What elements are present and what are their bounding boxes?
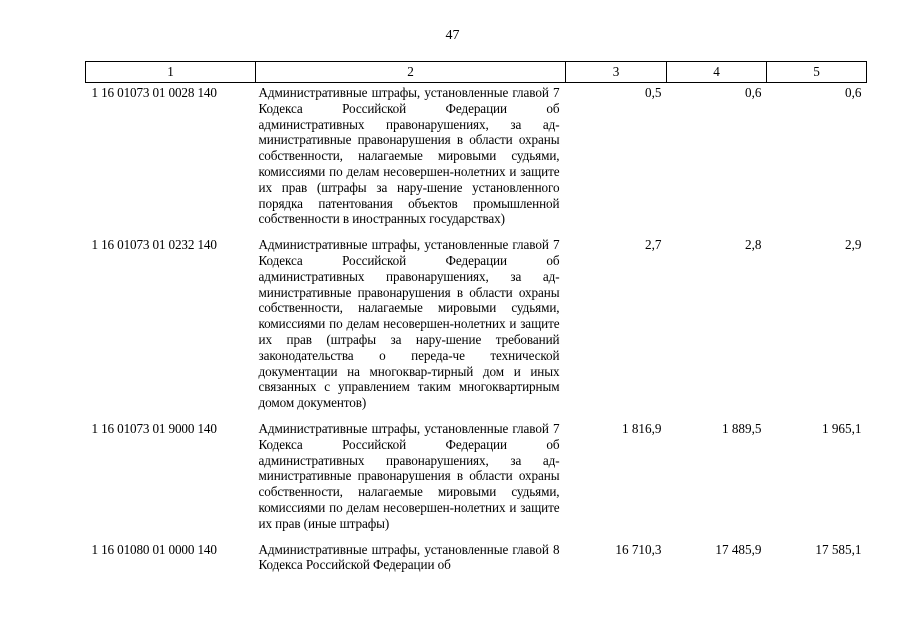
budget-code-cell: 1 16 01080 01 0000 140 bbox=[91, 541, 217, 557]
description-cell: Административные штрафы, установленные главой 8 Кодекса Российской Федерации об bbox=[258, 541, 560, 573]
table-row bbox=[86, 227, 867, 411]
page-number: 47 bbox=[445, 28, 460, 43]
value-col4-cell: 2,8 bbox=[745, 237, 762, 253]
value-col5-cell: 17 585,1 bbox=[815, 541, 862, 557]
table-header-row bbox=[86, 62, 867, 83]
description-cell: Административные штрафы, установленные главой 7 Кодекса Российской Федерации об административных правонарушениях, за ад-министративные правонарушения в области охраны собственности, налагаемые мировыми судьями, комиссиями по делам несовершен-нолетних и защите их прав (штрафы за нару-шение установленного порядка патентования объектов промышленной собственности в иностранных государствах) bbox=[258, 85, 560, 227]
value-col3-cell: 1 816,9 bbox=[621, 420, 662, 436]
value-col4-cell: 0,6 bbox=[745, 85, 762, 100]
value-col5-cell: 1 965,1 bbox=[821, 420, 862, 436]
column-header-2: 2 bbox=[256, 62, 566, 83]
value-col3-cell: 2,7 bbox=[645, 237, 662, 253]
description-cell: Административные штрафы, установленные главой 7 Кодекса Российской Федерации об административных правонарушениях, за ад-министративные правонарушения в области охраны собственности, налагаемые мировыми судьями, комиссиями по делам несовершен-нолетних и защите их прав (иные штрафы) bbox=[258, 420, 560, 531]
value-col5-cell: 0,6 bbox=[845, 85, 862, 100]
budget-code-cell: 1 16 01073 01 0232 140 bbox=[91, 237, 217, 253]
column-header-3: 3 bbox=[566, 62, 667, 83]
column-header-4: 4 bbox=[667, 62, 767, 83]
column-header-5: 5 bbox=[767, 62, 867, 83]
table-row bbox=[86, 83, 867, 228]
budget-code-cell: 1 16 01073 01 0028 140 bbox=[91, 85, 217, 100]
value-col3-cell: 0,5 bbox=[645, 85, 662, 100]
budget-revenue-table bbox=[85, 61, 867, 573]
column-header-1: 1 bbox=[86, 62, 256, 83]
table-row bbox=[86, 532, 867, 574]
budget-code-cell: 1 16 01073 01 9000 140 bbox=[91, 420, 217, 436]
description-cell: Административные штрафы, установленные главой 7 Кодекса Российской Федерации об административных правонарушениях, за ад-министративные правонарушения в области охраны собственности, налагаемые мировыми судьями, комиссиями по делам несовершен-нолетних и защите их прав (штрафы за нару-шение требований законодательства о переда-че технической документации на многоквар-тирный дом и иных связанных с управлением таким многоквартирным домом документов) bbox=[258, 237, 560, 411]
value-col5-cell: 2,9 bbox=[845, 237, 862, 253]
value-col3-cell: 16 710,3 bbox=[615, 541, 662, 557]
table-row bbox=[86, 411, 867, 532]
value-col4-cell: 1 889,5 bbox=[721, 420, 762, 436]
value-col4-cell: 17 485,9 bbox=[715, 541, 762, 557]
